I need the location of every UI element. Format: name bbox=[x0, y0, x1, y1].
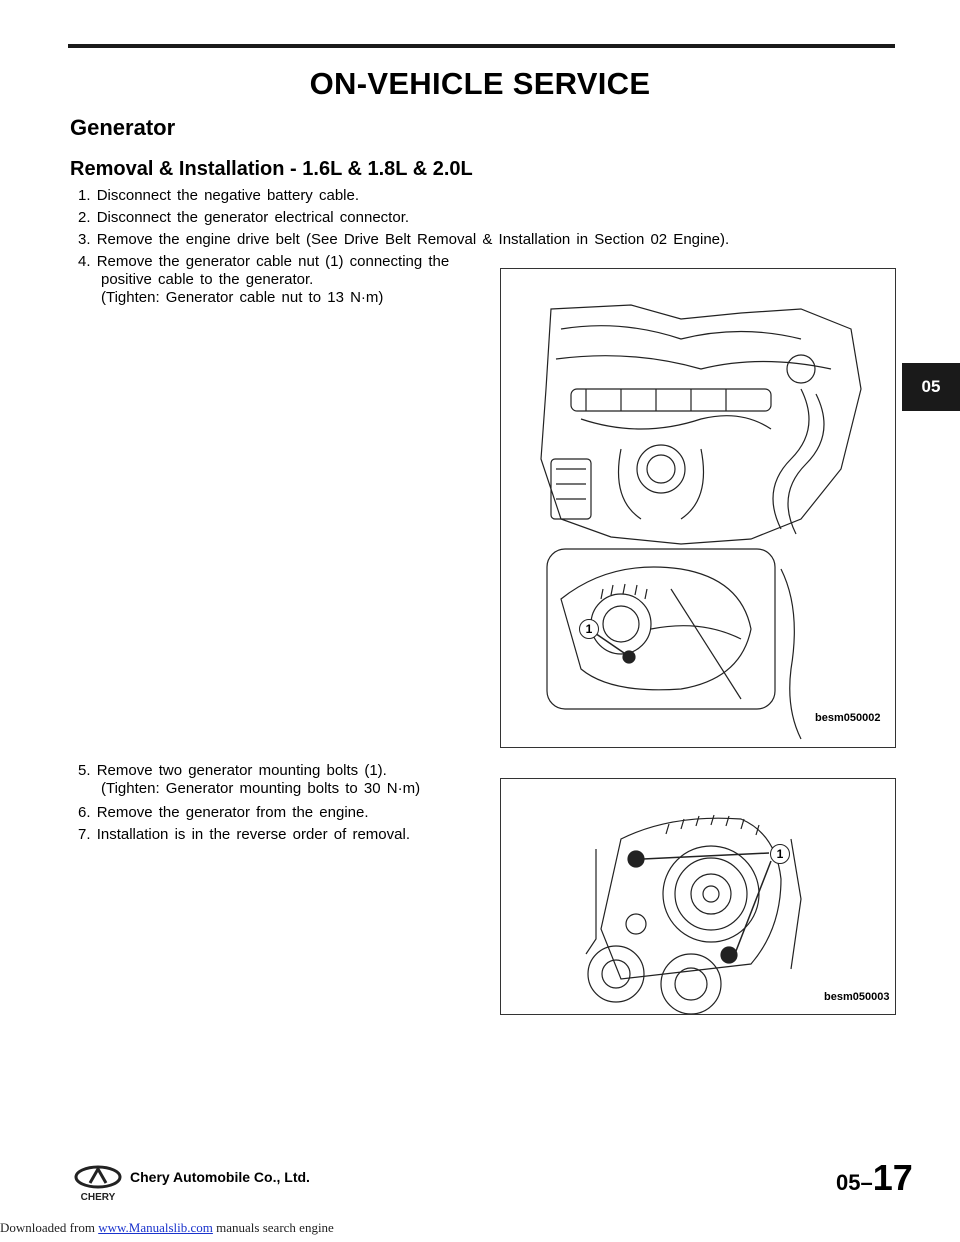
figure-code: besm050002 bbox=[815, 712, 881, 724]
chery-logo bbox=[68, 1163, 128, 1203]
download-notice: Downloaded from www.Manualslib.com manuals search engine bbox=[0, 1220, 334, 1235]
svg-text:CHERY: CHERY bbox=[80, 1192, 116, 1203]
step-2: 2. Disconnect the generator electrical connector. bbox=[78, 209, 410, 226]
section-subheading: Removal & Installation - 1.6L & 1.8L & 2.0L bbox=[70, 158, 473, 180]
step-5: 5. Remove two generator mounting bolts (1). (Tighten: Generator mounting bolts to 30 N·m) bbox=[78, 762, 421, 797]
manualslib-link[interactable]: www.Manualslib.com bbox=[98, 1220, 213, 1235]
step-7: 7. Installation is in the reverse order of removal. bbox=[78, 826, 410, 843]
engine-bay-illustration bbox=[501, 269, 895, 747]
page-number: 05–17 bbox=[836, 1157, 913, 1198]
company-name: Chery Automobile Co., Ltd. bbox=[130, 1169, 310, 1185]
step-6: 6. Remove the generator from the engine. bbox=[78, 804, 369, 821]
section-tab: 05 bbox=[902, 363, 960, 411]
step-3: 3. Remove the engine drive belt (See Drive Belt Removal & Installation in Section 02 Engine). bbox=[78, 231, 730, 248]
step-1: 1. Disconnect the negative battery cable. bbox=[78, 187, 360, 204]
figure-code: besm050003 bbox=[824, 991, 890, 1003]
callout-1: 1 bbox=[579, 619, 599, 639]
step-4: 4. Remove the generator cable nut (1) connecting the positive cable to the generator. (Tighten: Generator cable nut to 13 N·m) bbox=[78, 253, 450, 306]
section-heading: Generator bbox=[70, 115, 176, 140]
generator-illustration bbox=[501, 779, 895, 1014]
page-title: ON-VEHICLE SERVICE bbox=[309, 66, 651, 101]
figure-generator bbox=[500, 778, 896, 1015]
top-rule bbox=[68, 44, 895, 48]
callout-1: 1 bbox=[770, 844, 790, 864]
figure-engine-bay bbox=[500, 268, 896, 748]
